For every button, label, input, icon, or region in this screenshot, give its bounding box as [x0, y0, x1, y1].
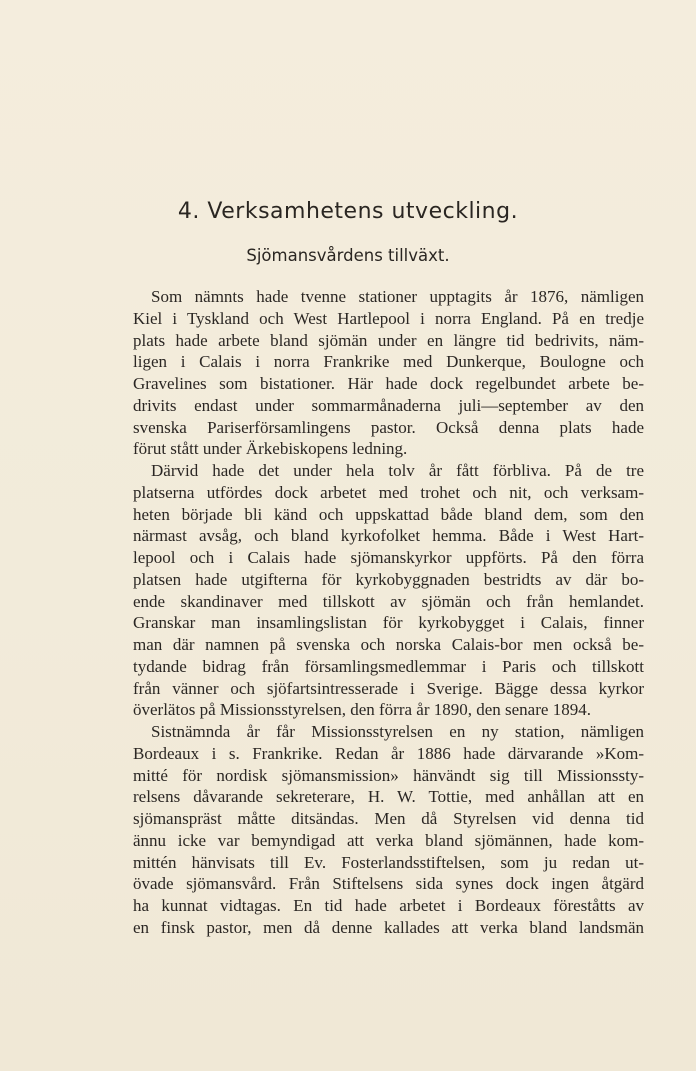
- chapter-heading: [0, 199, 696, 224]
- text-line: platsen hade utgifterna för kyrkobyggnaden bestridts av där bo-: [133, 569, 644, 589]
- text-line: en finsk pastor, men då denne kallades att verka bland landsmän: [133, 917, 644, 937]
- text-line: svenska Pariserförsamlingens pastor. Också denna plats hade: [133, 417, 644, 437]
- text-line: Som nämnts hade tvenne stationer upptagits år 1876, nämligen: [151, 287, 644, 306]
- text-line: platserna utfördes dock arbetet med trohet och nit, och verksam-: [133, 482, 644, 502]
- text-line: ännu icke var bemyndigad att verka bland sjömännen, hade kom-: [133, 830, 644, 850]
- text-line: närmast avsåg, och bland kyrkofolket hemma. Både i West Hart-: [133, 526, 644, 546]
- text-line: Kiel i Tyskland och West Hartlepool i norra England. På en tredje: [133, 308, 644, 328]
- text-line: mitté för nordisk sjömansmission» hänvändt sig till Missionssty-: [133, 765, 644, 785]
- text-line: lepool och i Calais hade sjömanskyrkor uppförts. På den förra: [133, 548, 644, 567]
- text-line: ha kunnat vidtagas. En tid hade arbetet i Bordeaux föreståtts av: [133, 896, 644, 915]
- text-line: drivits endast under sommarmånaderna juli—september av den: [133, 395, 644, 415]
- text-line: Granskar man insamlingslistan för kyrkobygget i Calais, finner: [133, 613, 644, 633]
- text-line: Bordeaux i s. Frankrike. Redan år 1886 hade därvarande »Kom-: [133, 743, 644, 763]
- text-line: mittén hänvisats till Ev. Fosterlandsstiftelsen, som ju redan ut-: [133, 852, 644, 872]
- text-line: relsens dåvarande sekreterare, H. W. Tottie, med anhållan att en: [133, 787, 644, 807]
- chapter-title: Verksamhetens utveckling.: [207, 199, 519, 224]
- text-line: förut stått under Ärkebiskopens ledning.: [133, 439, 408, 459]
- text-line: man där namnen på svenska och norska Calais-bor men också be-: [133, 635, 644, 654]
- text-line: ligen i Calais i norra Frankrike med Dunkerque, Boulogne och: [133, 352, 644, 372]
- body-text: [133, 286, 644, 939]
- text-line: övade sjömansvård. Från Stiftelsens sida synes dock ingen åtgärd: [133, 874, 644, 894]
- text-line: från vänner och sjöfartsintresserade i Sverige. Bägge dessa kyrkor: [133, 678, 644, 698]
- text-line: sjömanspräst måtte ditsändas. Men då Styrelsen vid denna tid: [133, 809, 644, 828]
- text-line: Sistnämnda år får Missionsstyrelsen en ny station, nämligen: [151, 722, 644, 741]
- text-line: tydande bidrag från församlingsmedlemmar i Paris och tillskott: [133, 656, 644, 676]
- text-line: ende skandinaver med tillskott av sjömän och från hemlandet.: [133, 591, 644, 611]
- text-line: Därvid hade det under hela tolv år fått förbliva. På de tre: [151, 461, 644, 480]
- section-heading: Sjömansvårdens tillväxt.: [246, 246, 450, 265]
- chapter-number: 4.: [177, 199, 200, 224]
- text-line: heten började bli känd och uppskattad både bland dem, som den: [133, 504, 644, 524]
- text-line: Gravelines som bistationer. Här hade dock regelbundet arbete be-: [133, 374, 644, 393]
- text-line: överlätos på Missionsstyrelsen, den förra år 1890, den senare 1894.: [133, 700, 591, 720]
- text-line: plats hade arbete bland sjömän under en längre tid bedrivits, näm-: [133, 330, 644, 350]
